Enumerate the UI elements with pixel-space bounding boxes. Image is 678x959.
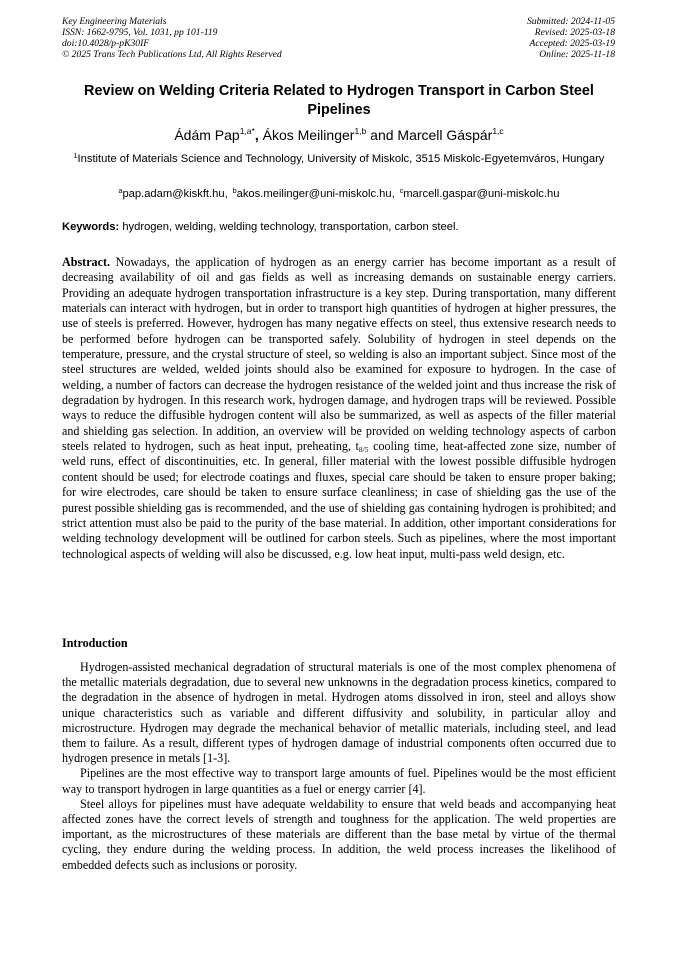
keywords — [62, 220, 616, 235]
affiliation — [62, 149, 616, 167]
email-address[interactable]: marcell.gaspar@uni-miskolc.hu — [403, 188, 560, 200]
author-name: Marcell Gáspár — [397, 127, 493, 143]
email-address[interactable]: pap.adam@kiskft.hu, — [122, 188, 228, 200]
introduction-heading: Introduction — [62, 636, 128, 650]
paragraph: Pipelines are the most effective way to transport large amounts of fuel. Pipelines would be the most efficient way to transport hydrogen in large quantities as a fuel or energy carrier [4]. — [62, 766, 616, 796]
author-affiliation-mark: 1,b — [354, 126, 367, 136]
date-submitted: Submitted: 2024-11-05 — [526, 16, 615, 27]
introduction-body — [62, 660, 616, 873]
keywords-label: Keywords: — [62, 221, 120, 233]
abstract-text: Nowadays, the application of hydrogen as an energy carrier has become important as a result of decreasing availability of oil and gas fields as well as increasing demands on sustainable energy carriers. Providing an adequate hydrogen transportation infrastructure is a key step. During transportation, many different materials can interact with hydrogen, but in order to transport high quantities of hydrogen at higher pressures, the use of steels is preferred. However, hydrogen has many negative effects on steel, thus extensive research needs to be performed before hydrogen can be transported safely. Solubility of hydrogen in steel depends on the temperature, pressure, and the crystal structure of steel, so welding is also an important subject. Since most of the steel structures are welded, welded joints should also be examined for exposure to hydrogen. In the case of welding, a number of factors can decrease the hydrogen resistance of the welded joint and thus increase the risk of degradation by hydrogen. In this research work, hydrogen damage, and hydrogen traps will be reviewed. Possible ways to reduce the diffusible hydrogen content will also be summarized, as well as aspects of the filler material and shielding gas selection. In addition, an overview will be provided on welding technology aspects of carbon steels related to hydrogen, such as heat input, preheating, t — [62, 255, 616, 454]
journal-doi: doi:10.4028/p-pK30IF — [62, 38, 150, 49]
abstract-label: Abstract. — [62, 255, 111, 269]
author-name: Ádám Pap — [174, 127, 240, 143]
date-accepted: Accepted: 2025-03-19 — [529, 38, 615, 49]
email-address[interactable]: akos.meilinger@uni-miskolc.hu, — [236, 188, 395, 200]
keywords-text: hydrogen, welding, welding technology, transportation, carbon steel. — [122, 221, 459, 233]
author-separator: and — [366, 127, 398, 143]
paragraph: Steel alloys for pipelines must have adequate weldability to ensure that weld beads and accompanying heat affected zones have the correct levels of strength and toughness for the application. The weld properties are important, as the microstructures of these materials are different than the base metal by virtue of the thermal cycling, they endure during the welding process. In addition, the weld process increases the likelihood of embedded defects such as inclusions or porosity. — [62, 796, 616, 872]
email-list — [62, 184, 616, 202]
journal-name: Key Engineering Materials — [62, 16, 167, 27]
journal-info — [62, 16, 282, 60]
author-separator: , — [254, 127, 263, 143]
abstract-text-continued: cooling time, heat-affected zone size, number of weld runs, effect of discontinuities, etc. In general, filler material with the lowest possible diffusible hydrogen content should be used; for electrode coatings and fluxes, special care should be taken to ensure proper baking; for wire electrodes, care should be taken to ensure surface cleanliness; in case of shielding gas the use of the purest possible shielding gas is recommended, and the use of shielding gas containing hydrogen is prohibited; and strict attention must also be paid to the purity of the base material. In addition, other important considerations for welding technology development will be outlined for carbon steels. Such as pipelines, where the most important technological aspects of welding will also be discussed, e.g. low heat input, multi-pass weld design, etc. — [62, 439, 616, 561]
author-affiliation-mark: 1,c — [492, 126, 504, 136]
author-name: Ákos Meilinger — [262, 127, 355, 143]
abstract — [62, 255, 616, 562]
abstract-subscript: 8/5 — [358, 445, 369, 455]
journal-issn: ISSN: 1662-9795, Vol. 1031, pp 101-119 — [62, 27, 218, 38]
email-mark: a — [118, 188, 123, 195]
email-mark: b — [232, 188, 237, 195]
affiliation-text: Institute of Materials Science and Technology, University of Miskolc, 3515 Miskolc-Egyetemváros, Hungary — [77, 153, 605, 165]
author-list — [62, 122, 616, 144]
affiliation-mark: 1 — [73, 153, 78, 160]
date-online: Online: 2025-11-18 — [539, 49, 615, 60]
author-affiliation-mark: 1,a* — [239, 126, 255, 136]
date-revised: Revised: 2025-03-18 — [534, 27, 615, 38]
email-mark: c — [399, 188, 404, 195]
paper-title: Review on Welding Criteria Related to Hydrogen Transport in Carbon Steel Pipelines — [84, 83, 594, 118]
copyright: © 2025 Trans Tech Publications Ltd, All Rights Reserved — [62, 49, 282, 60]
paragraph: Hydrogen-assisted mechanical degradation of structural materials is one of the most complex phenomena of the metallic materials degradation, due to several new unknowns in the degradation process kinetics, compared to the degradation in the absence of hydrogen in metal. Hydrogen atoms dissolved in iron, steel and alloys show unique characteristics such as variable and different diffusivity and solubility, in particular alloy and microstructure. Hydrogen may degrade the mechanical behavior of metallic materials, including steel, and lead them to failure. As a result, different types of hydrogen damage of industrial components often occurred due to hydrogen presence in metals [1-3]. — [62, 660, 616, 766]
publication-dates — [527, 16, 615, 60]
